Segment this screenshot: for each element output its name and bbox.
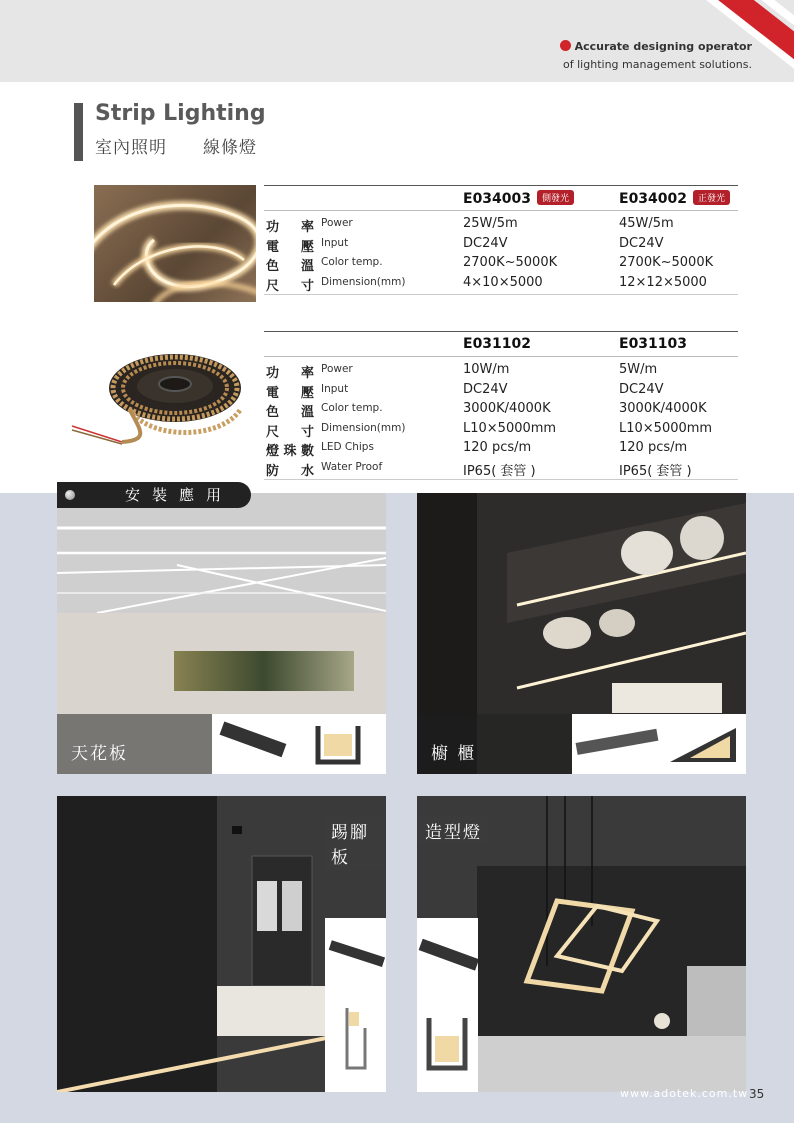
product-code: E031103 (619, 336, 688, 352)
product-photo-led-reel (70, 340, 248, 452)
subtitle-right: 線條燈 (203, 138, 257, 158)
tagline (560, 38, 752, 74)
skirting-application-photo (57, 796, 386, 1092)
cabinet-label: 櫥 櫃 (431, 744, 477, 764)
spec-table-header (264, 185, 738, 211)
cabinet-profile-thumbnail (572, 714, 660, 774)
spec-row: 功 率 Power 25W/5m 45W/5m (266, 216, 674, 235)
title-accent-bar (74, 103, 83, 161)
ceiling-profile-section (290, 714, 386, 774)
feature-profile-thumbnail (417, 918, 478, 1092)
ceiling-application-photo (57, 493, 386, 774)
spec-table-1 (264, 185, 738, 295)
cabinet-application-photo (417, 493, 746, 774)
spec-table-header (264, 331, 738, 357)
feature-light-label: 造型燈 (419, 816, 488, 845)
ceiling-profile-thumbnail (212, 714, 290, 774)
spec-row: 電 壓 Input DC24V DC24V (266, 235, 664, 255)
spec-row: 尺 寸 Dimension(mm) L10×5000mm L10×5000mm (266, 420, 713, 440)
spec-row: 尺 寸 Dimension(mm) 4×10×5000 12×12×5000 (266, 274, 707, 294)
spec-table-2 (264, 331, 738, 480)
red-dot-icon (560, 40, 571, 51)
ceiling-label: 天花板 (71, 744, 128, 764)
product-code: E034002 正發光 (619, 190, 730, 207)
spec-row: 防 水 Water Proof IP65( 套管 ) IP65( 套管 ) (266, 460, 692, 479)
cabinet-profile-section (660, 714, 746, 774)
product-code: E034003 側發光 (463, 190, 574, 207)
header-band (0, 0, 794, 82)
footer-url[interactable]: www.adotek.com.tw (620, 1087, 749, 1100)
side-emit-badge: 側發光 (537, 190, 574, 205)
bullet-icon (65, 490, 75, 500)
spec-row: 色 溫 Color temp. 3000K/4000K 3000K/4000K (266, 401, 707, 420)
subtitle-left: 室內照明 (95, 138, 167, 158)
tagline-line2: of lighting management solutions. (563, 58, 752, 71)
skirting-profile-thumbnail (325, 918, 386, 1092)
page-title: Strip Lighting (95, 101, 266, 126)
spec-row: 色 溫 Color temp. 2700K~5000K 2700K~5000K (266, 255, 714, 274)
page-number: 35 (749, 1087, 765, 1101)
product-photo-neon-strip (94, 185, 256, 302)
product-code: E031102 (463, 336, 532, 352)
install-heading: 安裝應用 (57, 482, 251, 508)
tagline-line1: Accurate designing operator (574, 40, 752, 53)
spec-row: 功 率 Power 10W/m 5W/m (266, 362, 658, 381)
top-emit-badge: 正發光 (693, 190, 730, 205)
spec-row: 燈 珠 數 LED Chips 120 pcs/m 120 pcs/m (266, 440, 688, 459)
skirting-label: 踢腳板 (325, 816, 386, 870)
spec-row: 電 壓 Input DC24V DC24V (266, 381, 664, 401)
feature-light-application-photo (417, 796, 746, 1092)
page-subtitle (95, 133, 293, 158)
